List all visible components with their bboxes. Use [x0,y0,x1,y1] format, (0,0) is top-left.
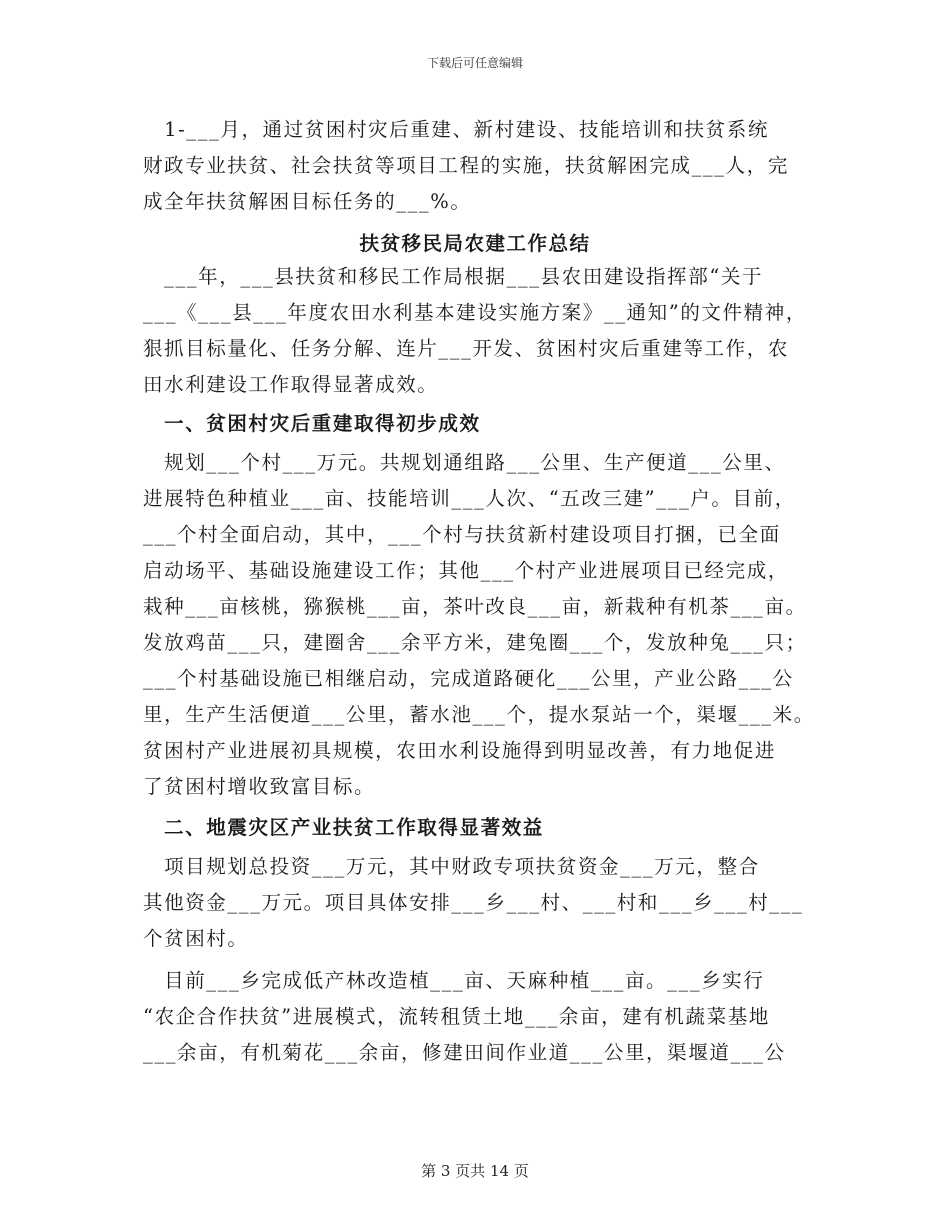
page-header: 下载后可任意编辑 [426,56,523,70]
text-line: ___年，___县扶贫和移民工作局根据___县农田建设指挥部“关于 [143,265,764,288]
text-line: 里，生产生活便道___公里，蓄水池___个，提水泵站一个，渠堰___米。 [143,703,815,726]
text-line: 规划___个村___万元。共规划通组路___公里、生产便道___公里、 [143,451,786,474]
page-footer: 第 3 页共 14 页 [421,1162,529,1180]
text-line: 其他资金___万元。项目具体安排___乡___村、___村和___乡___村___ [143,891,804,914]
text-line: 个贫困村。 [143,927,249,950]
text-line: 田水利建设工作取得显著成效。 [143,373,439,396]
text-line: 栽种___亩核桃，猕猴桃___亩，茶叶改良___亩，新栽种有机茶___亩。 [143,595,807,618]
text-line: ___《___县___年度农田水利基本建设实施方案》__通知”的文件精神， [143,301,807,324]
text-line: 1-___月，通过贫困村灾后重建、新村建设、技能培训和扶贫系统 [143,118,769,141]
text-line: 项目规划总投资___万元，其中财政专项扶贫资金___万元，整合 [143,855,760,878]
text-line: 贫困村产业进展初具规模，农田水利设施得到明显改善，有力地促进 [143,739,777,762]
text-line: “农企合作扶贫”进展模式，流转租赁土地___余亩，建有机蔬菜基地 [143,1005,770,1028]
text-line: 财政专业扶贫、社会扶贫等项目工程的实施，扶贫解困完成___人，完 [143,154,789,177]
text-line: ___个村全面启动，其中，___个村与扶贫新村建设项目打捆，已全面 [143,523,781,546]
text-line: ___个村基础设施已相继启动，完成道路硬化___公里，产业公路___公 [143,667,794,690]
text-line: 进展特色种植业___亩、技能培训___人次、“五改三建”___户。目前， [143,487,796,510]
text-line: 发放鸡苗___只，建圈舍___余平方米，建兔圈___个，发放种兔___只； [143,631,807,654]
text-line: 成全年扶贫解困目标任务的___%。 [143,190,472,213]
section-title: 扶贫移民局农建工作总结 [359,232,591,255]
section-heading: 一、贫困村灾后重建取得初步成效 [143,412,481,435]
text-line: 目前___乡完成低产林改造植___亩、天麻种植___亩。___乡实行 [143,969,765,992]
text-line: ___余亩，有机菊花___余亩，修建田间作业道___公里，渠堰道___公 [143,1041,786,1064]
text-line: 了贫困村增收致富目标。 [143,775,376,798]
text-line: 狠抓目标量化、任务分解、连片___开发、贫困村灾后重建等工作，农 [143,337,789,360]
text-line: 启动场平、基础设施建设工作；其他___个村产业进展项目已经完成， [143,559,789,582]
section-heading: 二、地震灾区产业扶贫工作取得显著效益 [143,816,544,839]
